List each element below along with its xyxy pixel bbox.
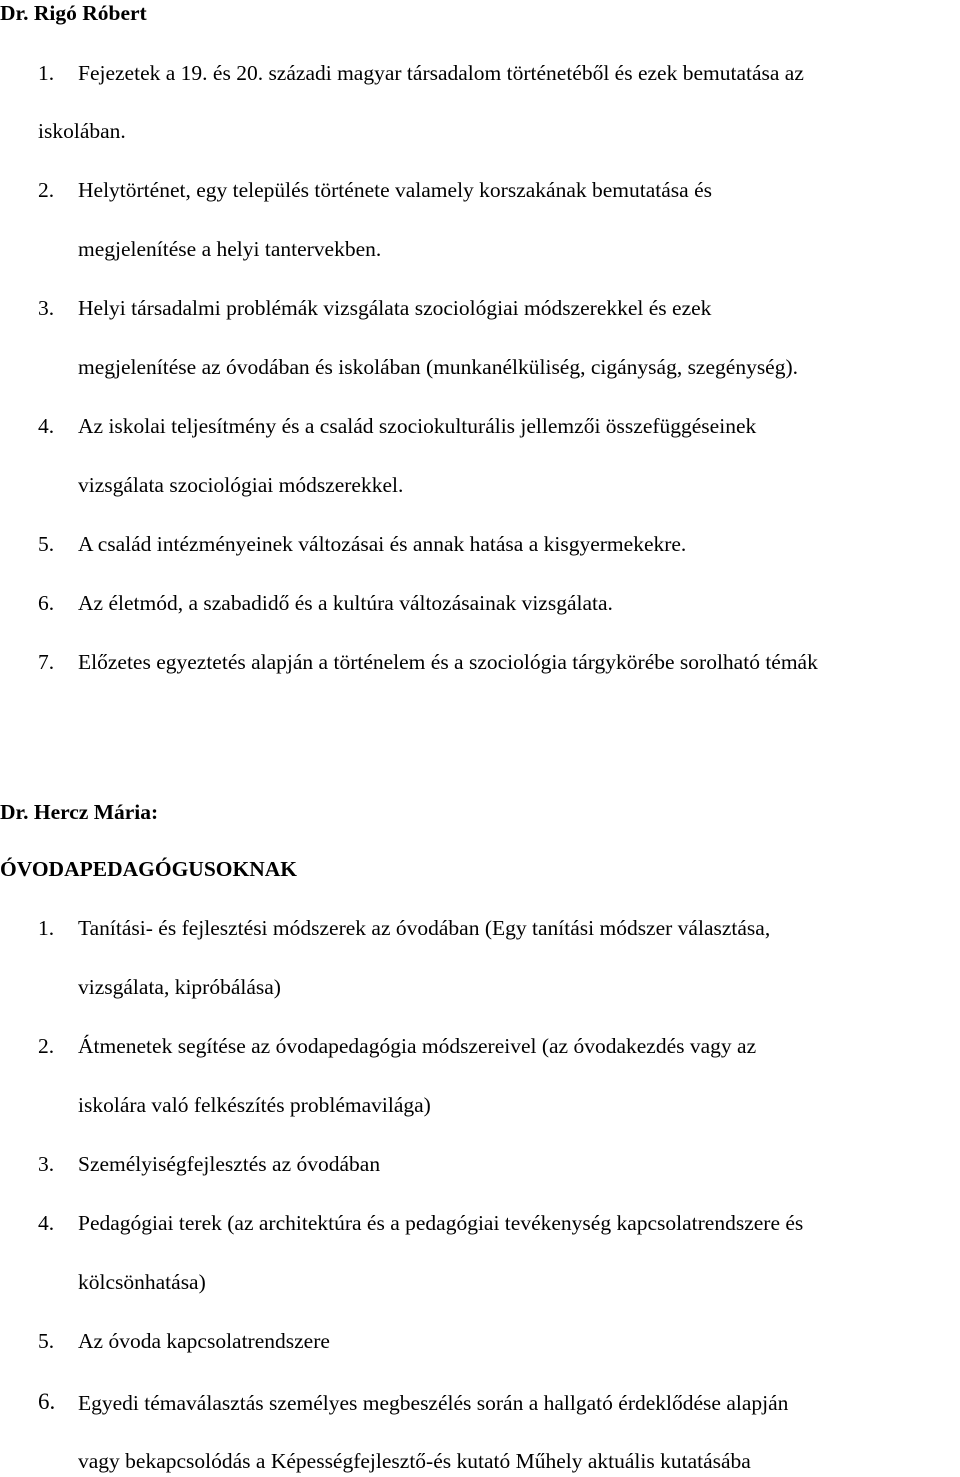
section2-heading: Dr. Hercz Mária: [0,800,159,824]
item-text: Helytörténet, egy település története valamely korszakának bemutatása és [78,178,712,202]
item-number: 4. [38,1211,55,1235]
item-text: megjelenítése a helyi tantervekben. [78,237,382,261]
item-text: megjelenítése az óvodában és iskolában (munkanélküliség, cigányság, szegénység). [78,355,799,379]
item-text: vizsgálata, kipróbálása) [78,975,281,999]
item-text: Az életmód, a szabadidő és a kultúra változásainak vizsgálata. [78,591,613,615]
item-number: 3. [38,296,55,320]
item-number: 4. [38,414,55,438]
item-number: 5. [38,1329,55,1353]
item-text: iskolára való felkészítés problémavilága) [78,1093,431,1117]
item-number: 1. [38,61,55,85]
item-number: 5. [38,532,55,556]
item-number: 7. [38,650,55,674]
item-text: iskolában. [38,119,126,143]
item-text: Pedagógiai terek (az architektúra és a pedagógiai tevékenység kapcsolatrendszere és [78,1211,804,1235]
item-number: 1. [38,916,55,940]
item-text: Az óvoda kapcsolatrendszere [78,1329,330,1353]
item-text: Fejezetek a 19. és 20. századi magyar társadalom történetéből és ezek bemutatása az [78,61,804,85]
item-number: 6. [38,1389,56,1414]
item-text: A család intézményeinek változásai és annak hatása a kisgyermekekre. [78,532,687,556]
item-text: Előzetes egyeztetés alapján a történelem és a szociológia tárgykörébe sorolható témák [78,650,818,674]
item-text: kölcsönhatása) [78,1270,206,1294]
item-text: vizsgálata szociológiai módszerekkel. [78,473,404,497]
item-number: 2. [38,1034,55,1058]
item-text: Helyi társadalmi problémák vizsgálata szociológiai módszerekkel és ezek [78,296,712,320]
section1-heading: Dr. Rigó Róbert [0,1,147,25]
item-text: Személyiségfejlesztés az óvodában [78,1152,381,1176]
item-text: Az iskolai teljesítmény és a család szociokulturális jellemzői összefüggéseinek [78,414,757,438]
item-number: 2. [38,178,55,202]
item-text: Egyedi témaválasztás személyes megbeszélés során a hallgató érdeklődése alapján [78,1391,789,1415]
section2-subheading: ÓVODAPEDAGÓGUSOKNAK [0,857,298,881]
item-number: 3. [38,1152,55,1176]
item-number: 6. [38,591,55,615]
item-text: Tanítási- és fejlesztési módszerek az óvodában (Egy tanítási módszer választása, [78,916,771,940]
item-text: Átmenetek segítése az óvodapedagógia módszereivel (az óvodakezdés vagy az [78,1034,757,1058]
item-text: vagy bekapcsolódás a Képességfejlesztő-és kutató Műhely aktuális kutatásába [78,1449,751,1473]
